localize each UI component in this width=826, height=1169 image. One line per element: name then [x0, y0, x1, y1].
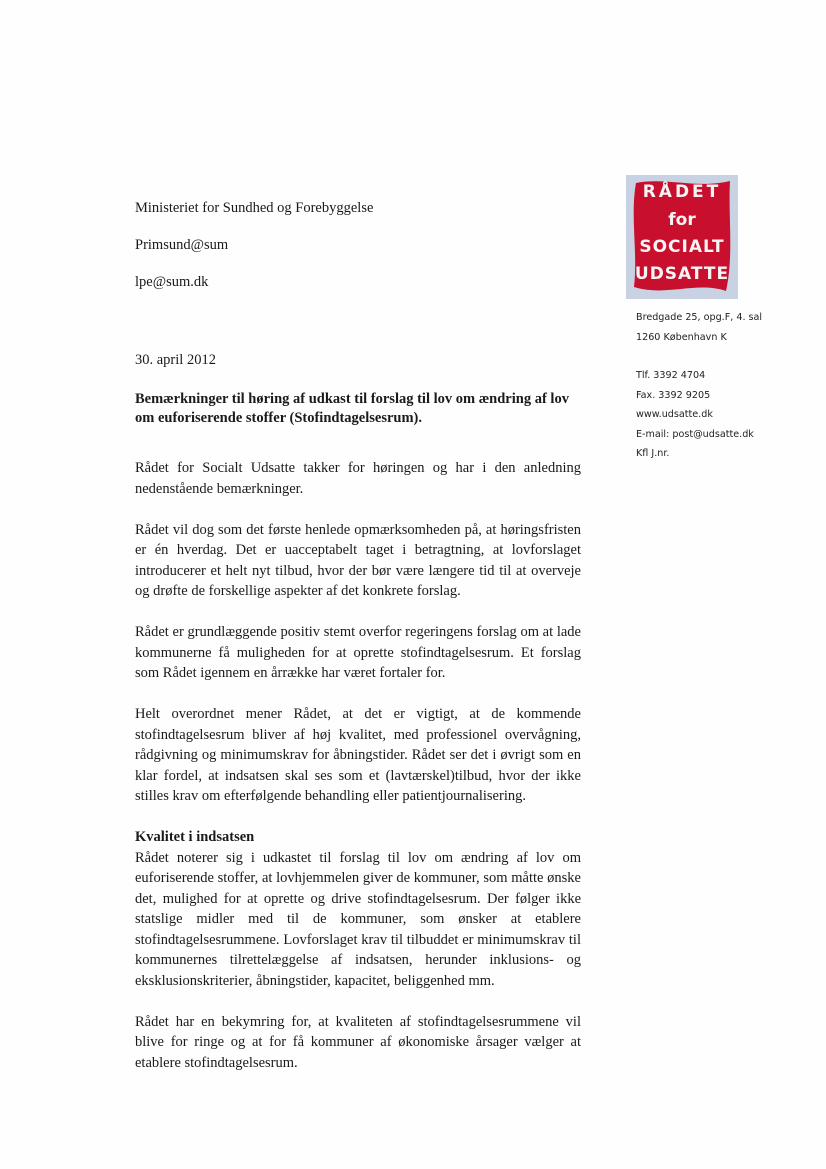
logo-word-socialt: SOCIALT — [639, 237, 725, 257]
sender-website: www.udsatte.dk — [636, 409, 713, 420]
letter-subject: Bemærkninger til høring af udkast til forslag til lov om ændring af lov om euforiserende stoffer (Stofindtagelsesrum). — [135, 391, 569, 426]
recipient-ministry: Ministeriet for Sundhed og Forebyggelse — [135, 200, 374, 216]
body-paragraph: Helt overordnet mener Rådet, at det er vigtigt, at de kommende stofindtagelsesrum bliver af høj kvalitet, med professionel overvågning, rådgivning og minimumskrav for åbningstider. Rådet ser det i øvrigt som en klar fordel, at indsatsen skal ses som et (lavtærskel)tilbud, hvor der ikke stilles krav om efterfølgende behandling eller patientjournalisering. — [135, 706, 581, 804]
logo-word-radet: RÅDET — [642, 182, 722, 202]
body-paragraph: Rådet vil dog som det første henlede opmærksomheden på, at høringsfristen er én hverdag. Det er uacceptabelt taget i betragtning, at lovforslaget introducerer et helt nyt tilbud, hvor der bør være længere tid til at overveje og drøfte de forskellige aspekter af det konkrete forslag. — [135, 521, 581, 599]
section-paragraph: Rådet har en bekymring for, at kvaliteten af stofindtagelsesrummene vil blive for ringe og at for få kommuner af økonomiske årsager vælger at etablere stofindtagelsesrum. — [135, 1013, 581, 1071]
logo-word-for: for — [668, 210, 696, 230]
recipient-primary-email: Primsund@sum — [135, 237, 229, 253]
sender-phone: Tlf. 3392 4704 — [636, 370, 706, 381]
sender-journal-number: Kfl J.nr. — [636, 448, 670, 459]
section-heading: Kvalitet i indsatsen — [135, 829, 255, 845]
section-paragraph: Rådet noterer sig i udkastet til forslag til lov om ændring af lov om euforiserende stoffer, at lovhjemmelen giver de kommuner, som måtte ønske det, mulighed for at oprette og drive stofindtagelsesrum. Der følger ikke statslige midler med til de kommuner, som ønsker at etablere stofindtagelsesrummene. Lovforslaget krav til tilbuddet er minimumskrav til kommunernes tilrettelæggelse af indsatsen, herunder inklusions- og eksklusionskriterier, åbningstider, kapacitet, beliggenhed mm. — [135, 849, 581, 989]
body-paragraph: Rådet for Socialt Udsatte takker for høringen og har i den anledning nedenstående bemærkninger. — [135, 460, 581, 497]
organisation-logo — [626, 175, 738, 299]
sender-email: E-mail: post@udsatte.dk — [636, 428, 754, 440]
sender-spacer — [636, 347, 762, 366]
sender-fax: Fax. 3392 9205 — [636, 389, 711, 401]
sender-address-street: Bredgade 25, opg.F, 4. sal — [636, 312, 763, 323]
flag-logo-graphic — [626, 175, 738, 299]
sender-contact-block — [636, 308, 762, 464]
recipient-block — [135, 190, 373, 301]
sender-address-city: 1260 København K — [636, 331, 727, 343]
letter-date: 30. april 2012 — [135, 352, 216, 368]
recipient-secondary-email: lpe@sum.dk — [135, 274, 209, 290]
body-paragraph: Rådet er grundlæggende positiv stemt overfor regeringens forslag om at lade kommunerne få muligheden for at oprette stofindtagelsesrum. Et forslag som Rådet igennem en årrække har været fortaler for. — [135, 624, 581, 681]
logo-word-udsatte: UDSATTE — [634, 264, 730, 284]
letter-body — [135, 458, 581, 1094]
